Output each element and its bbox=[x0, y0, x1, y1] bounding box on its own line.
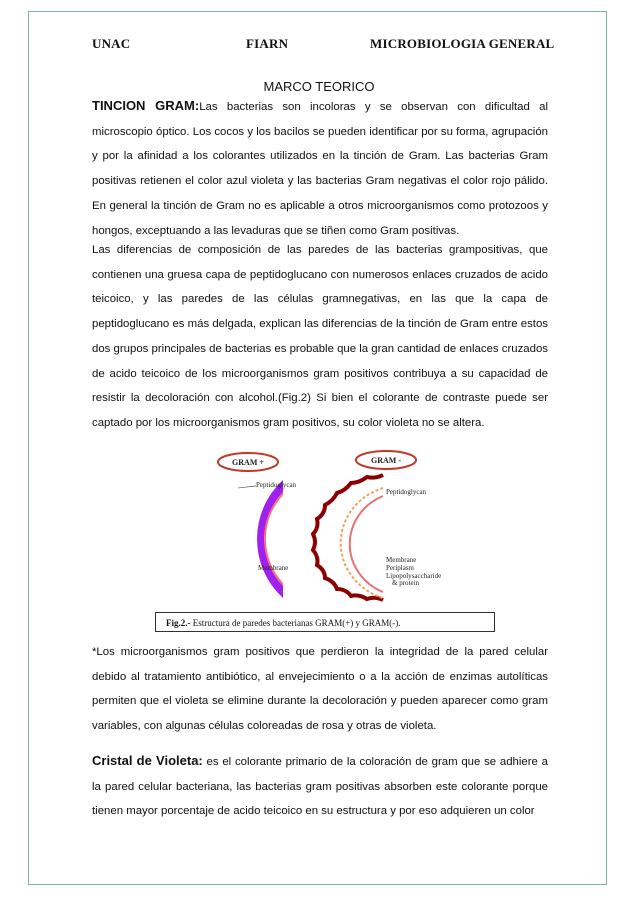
gram-paragraph bbox=[92, 94, 548, 243]
neg-lps-label-2: & protein bbox=[392, 579, 420, 587]
gram-neg-inner-membrane bbox=[350, 496, 383, 592]
neg-periplasm-label: Periplasm bbox=[386, 564, 414, 572]
header-center: FIARN bbox=[246, 36, 289, 51]
neg-peptidoglycan-label: Peptidoglycan bbox=[386, 488, 427, 496]
perdida-paragraph: *Los microorganismos gram positivos que perdieron la integridad de la pared celular debido al tratamiento antibiótico, al envejecimiento o a la acción de enzimas autolíticas permiten que el violeta se elimine durante la decoloración y pueden aparecer como gram variables, con algunas células coloreadas de rosa y otras de violeta. bbox=[92, 646, 548, 733]
gram-text: Las bacterias son incoloras y se observan con dificultad al microscopio óptico. Los cocos y los bacilos se pueden identificar por su forma, agrupación y por la afinidad a los colorantes utilizados en la tinción de Gram. Las bacterias Gram positivas retienen el color azul violeta y las bacterias Gram negativas el color rojo pálido. En general la tinción de Gram no es aplicable a otros microorganismos como protozoos y hongos, exceptuando a las levaduras que se tiñen como Gram positivas. bbox=[92, 101, 548, 237]
pos-membrane-label: Membrane bbox=[258, 564, 289, 572]
neg-membrane-label: Membrane bbox=[386, 556, 417, 564]
header-right: MICROBIOLOGIA GENERAL bbox=[370, 36, 555, 51]
gram-pos-badge bbox=[218, 453, 278, 471]
svg-text:GRAM -: GRAM - bbox=[371, 456, 401, 465]
caption-text: Estructura de paredes bacterianas GRAM(+) y GRAM(-). bbox=[192, 618, 401, 628]
gram-neg-badge bbox=[356, 451, 416, 469]
page-title: MARCO TEORICO bbox=[263, 79, 375, 94]
neg-lps-label: Lipopolysaccharide bbox=[386, 572, 442, 580]
svg-text:GRAM +: GRAM + bbox=[232, 458, 264, 467]
cristal-text: es el colorante primario de la coloración de gram que se adhiere a la pared celular bacteriana, las bacterias gram positivas absorben este colorante porque tienen mayor porcentaje de acido teicoico en su estructura y por eso adquieren un color bbox=[92, 756, 548, 818]
gram-wall-figure bbox=[188, 450, 488, 615]
cristal-paragraph bbox=[92, 749, 548, 824]
figure-caption bbox=[155, 612, 495, 632]
caption-label: Fig.2.- bbox=[166, 618, 191, 628]
pos-peptidoglycan-label: Peptidoglycan bbox=[256, 481, 297, 489]
cristal-heading: Cristal de Violeta: bbox=[92, 753, 203, 768]
gram-neg-peptidoglycan bbox=[341, 488, 383, 598]
gram-neg-outer-membrane bbox=[313, 475, 383, 600]
gram-heading: TINCION GRAM: bbox=[92, 98, 200, 113]
differences-paragraph: Las diferencias de composición de las paredes de las bacterias grampositivas, que contienen una gruesa capa de peptidoglucano con numerosos enlaces cruzados de acido teicoico, y las paredes de las células gramnegativas, en las que la capa de peptidoglucano es más delgada, explican las diferencias de la tinción de Gram entre estos dos grupos principales de bacterias es probable que la gran cantidad de enlaces cruzados de acido teicoico de los microorganismos gram positivos contribuya a su capacidad de resistir la decoloración con alcohol.(Fig.2) Si bien el colorante de contraste puede ser captado por los microorganismos gram positivos, su color violeta no se altera. bbox=[92, 244, 548, 429]
header-left: UNAC bbox=[92, 36, 131, 51]
